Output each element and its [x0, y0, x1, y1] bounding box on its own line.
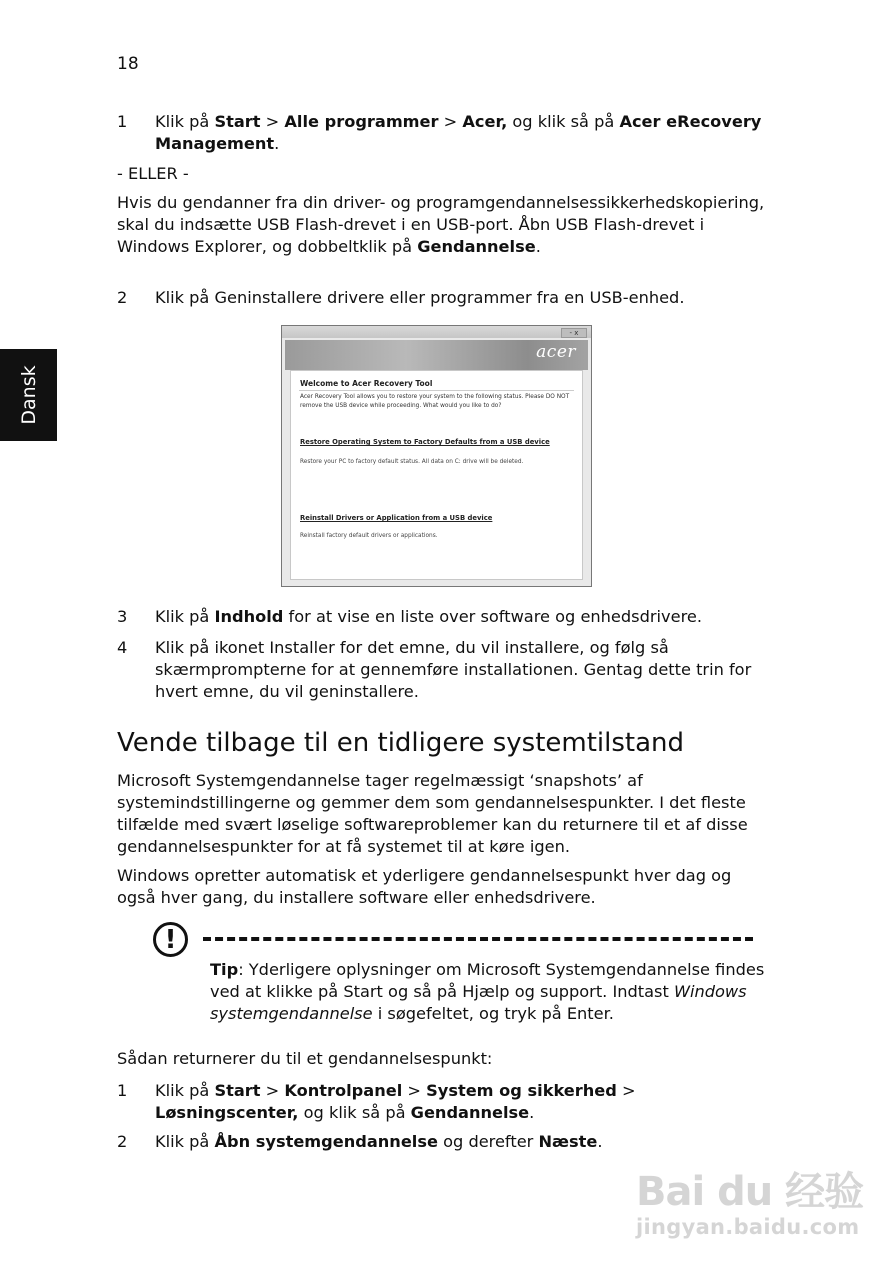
section-paragraph-1: Microsoft Systemgendannelse tager regelmæssigt ‘snapshots’ af systemindstillingerne og gemmer dem som gendannelsespunkter. I det fleste tilfælde med svært løselige softwareproblemer kan du returnere til et af disse gendannelsespunkter for at få systemet til at køre igen. [117, 771, 748, 856]
language-side-tab [0, 349, 57, 441]
divider [299, 390, 574, 391]
recovery-tool-content [290, 370, 583, 580]
restore-step-2-text: Klik på Åbn systemgendannelse og derefter Næste. [155, 1132, 603, 1151]
acer-banner [285, 340, 588, 370]
tip-text: Tip: Yderligere oplysninger om Microsoft Systemgendannelse findes ved at klikke på Start og så på Hjælp og support. Indtast Windows systemgendannelse i søgefeltet, og tryk på Enter. [210, 960, 765, 1023]
tip-divider [203, 937, 753, 941]
restore-factory-defaults-link: Restore Operating System to Factory Defaults from a USB device [300, 438, 550, 446]
section-paragraph-2: Windows opretter automatisk et yderligere gendannelsespunkt hver dag og også hver gang, du installere software eller enhedsdrivere. [117, 866, 732, 907]
reinstall-drivers-link: Reinstall Drivers or Application from a USB device [300, 514, 493, 522]
step-number: 4 [117, 638, 128, 657]
baidu-watermark [636, 1160, 866, 1260]
welcome-title: Welcome to Acer Recovery Tool [300, 379, 433, 388]
step-number: 1 [117, 1081, 128, 1100]
restore-step-1-text: Klik på Start > Kontrolpanel > System og sikkerhed > Løsningscenter, og klik så på Gendannelse. [155, 1081, 636, 1122]
alternative-paragraph: Hvis du gendanner fra din driver- og programgendannelsessikkerhedskopiering, skal du indsætte USB Flash-drevet i en USB-port. Åbn USB Flash-drevet i Windows Explorer, og dobbeltklik på Gendannelse. [117, 193, 765, 256]
section-heading: Vende tilbage til en tidligere systemtilstand [117, 728, 685, 758]
or-separator: - ELLER - [117, 164, 189, 183]
warning-icon: ! [153, 922, 188, 957]
reinstall-drivers-description: Reinstall factory default drivers or applications. [300, 533, 438, 539]
window-titlebar [282, 326, 591, 338]
step-2-text: Klik på Geninstallere drivere eller programmer fra en USB-enhed. [155, 288, 685, 307]
welcome-description: Acer Recovery Tool allows you to restore your system to the following status. Please DO NOT remove the USB device while proceeding. What would you like to do? [300, 394, 570, 409]
recovery-tool-screenshot [281, 325, 592, 587]
step-number: 1 [117, 112, 128, 131]
step-number: 2 [117, 288, 128, 307]
baidu-watermark-url: jingyan.baidu.com [636, 1215, 860, 1239]
step-number: 3 [117, 607, 128, 626]
step-3-text: Klik på Indhold for at vise en liste over software og enhedsdrivere. [155, 607, 702, 626]
restore-intro: Sådan returnerer du til et gendannelsespunkt: [117, 1049, 493, 1068]
window-control-buttons: - x [561, 328, 587, 338]
page-number: 18 [117, 54, 139, 74]
step-1-text: Klik på Start > Alle programmer > Acer, og klik så på Acer eRecovery Management. [155, 112, 762, 153]
acer-logo: acer [536, 342, 576, 362]
step-4-text: Klik på ikonet Installer for det emne, du vil installere, og følg så skærmprompterne for at gennemføre installationen. Gentag dette trin for hvert emne, du vil geninstallere. [155, 638, 752, 701]
baidu-watermark-logo: Bai du 经验 [636, 1169, 864, 1215]
restore-factory-defaults-description: Restore your PC to factory default status. All data on C: drive will be deleted. [300, 459, 524, 465]
side-tab-label: Dansk [17, 365, 40, 425]
step-number: 2 [117, 1132, 128, 1151]
